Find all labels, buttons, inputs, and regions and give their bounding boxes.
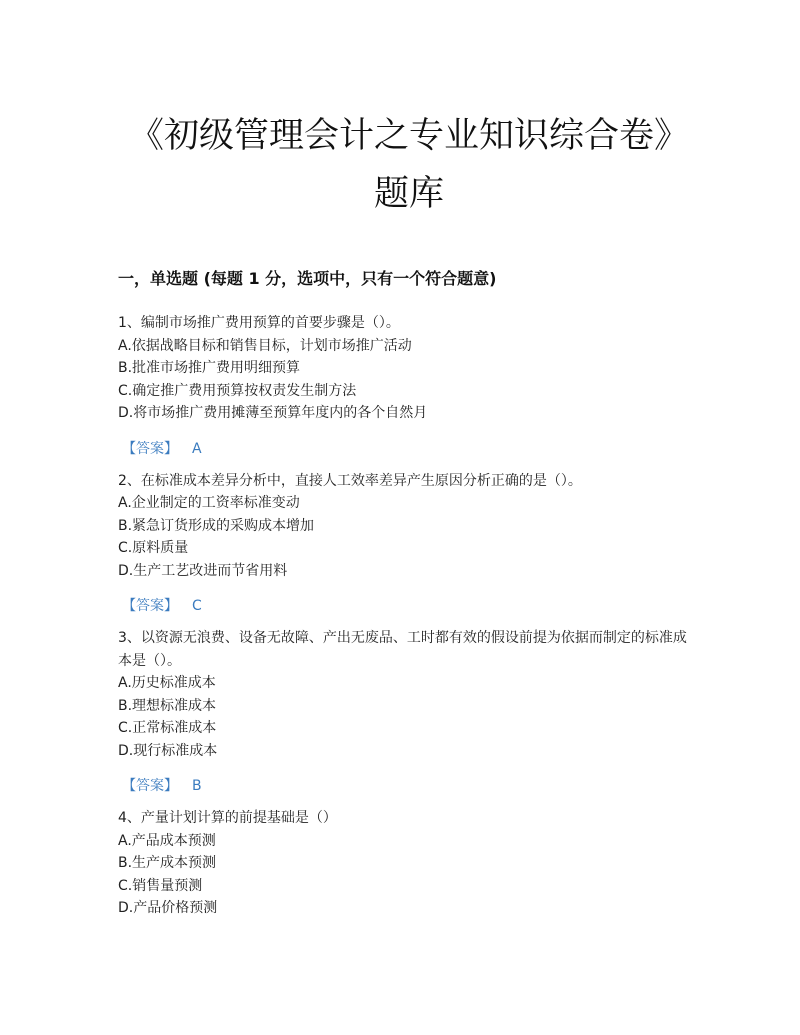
question-1 xyxy=(118,312,700,460)
option-a: A.历史标准成本 xyxy=(118,675,216,691)
section-heading: 一，单选题 (每题 1 分，选项中，只有一个符合题意) xyxy=(118,269,497,288)
question-4 xyxy=(118,807,700,920)
document-title xyxy=(118,0,700,220)
answer-line xyxy=(118,438,700,460)
answer-value: B xyxy=(192,778,202,794)
answer-value: A xyxy=(192,440,202,457)
option-b: B.紧急订货形成的采购成本增加 xyxy=(118,517,315,534)
question-stem: 2、在标准成本差异分析中，直接人工效率差异产生原因分析正确的是（）。 xyxy=(118,472,582,489)
question-2 xyxy=(118,470,700,618)
option-list xyxy=(118,335,700,425)
option-c: C.销售量预测 xyxy=(118,877,203,894)
option-d: D.产品价格预测 xyxy=(118,900,218,916)
option-d: D.生产工艺改进而节省用料 xyxy=(118,562,288,579)
question-list xyxy=(118,312,700,920)
option-a: A.依据战略目标和销售目标，计划市场推广活动 xyxy=(118,337,412,354)
answer-label: 【答案】 xyxy=(122,440,178,457)
option-b: B.理想标准成本 xyxy=(118,697,217,714)
document-title-line-2: 题库 xyxy=(373,174,444,214)
option-c: C.正常标准成本 xyxy=(118,720,217,736)
option-c: C.原料质量 xyxy=(118,540,189,556)
option-list xyxy=(118,492,700,582)
answer-label: 【答案】 xyxy=(122,778,178,794)
option-b: B.生产成本预测 xyxy=(118,855,217,871)
option-list xyxy=(118,672,700,762)
option-d: D.将市场推广费用摊薄至预算年度内的各个自然月 xyxy=(118,405,428,421)
answer-line xyxy=(118,595,700,617)
answer-line xyxy=(118,775,700,797)
option-a: A.企业制定的工资率标准变动 xyxy=(118,495,300,511)
document-title-line-1: 《初级管理会计之专业知识综合卷》 xyxy=(128,116,689,156)
option-list xyxy=(118,830,700,920)
answer-value: C xyxy=(192,598,202,614)
option-c: C.确定推广费用预算按权责发生制方法 xyxy=(118,382,357,399)
question-stem: 1、编制市场推广费用预算的首要步骤是（）。 xyxy=(118,315,400,331)
question-stem: 3、以资源无浪费、设备无故障、产出无废品、工时都有效的假设前提为依据而制定的标准成本是（）。 xyxy=(118,630,687,669)
option-d: D.现行标准成本 xyxy=(118,742,218,759)
question-3 xyxy=(118,627,700,797)
question-stem: 4、产量计划计算的前提基础是（） xyxy=(118,810,337,826)
answer-label: 【答案】 xyxy=(122,598,178,614)
option-b: B.批准市场推广费用明细预算 xyxy=(118,360,301,376)
option-a: A.产品成本预测 xyxy=(118,832,216,849)
